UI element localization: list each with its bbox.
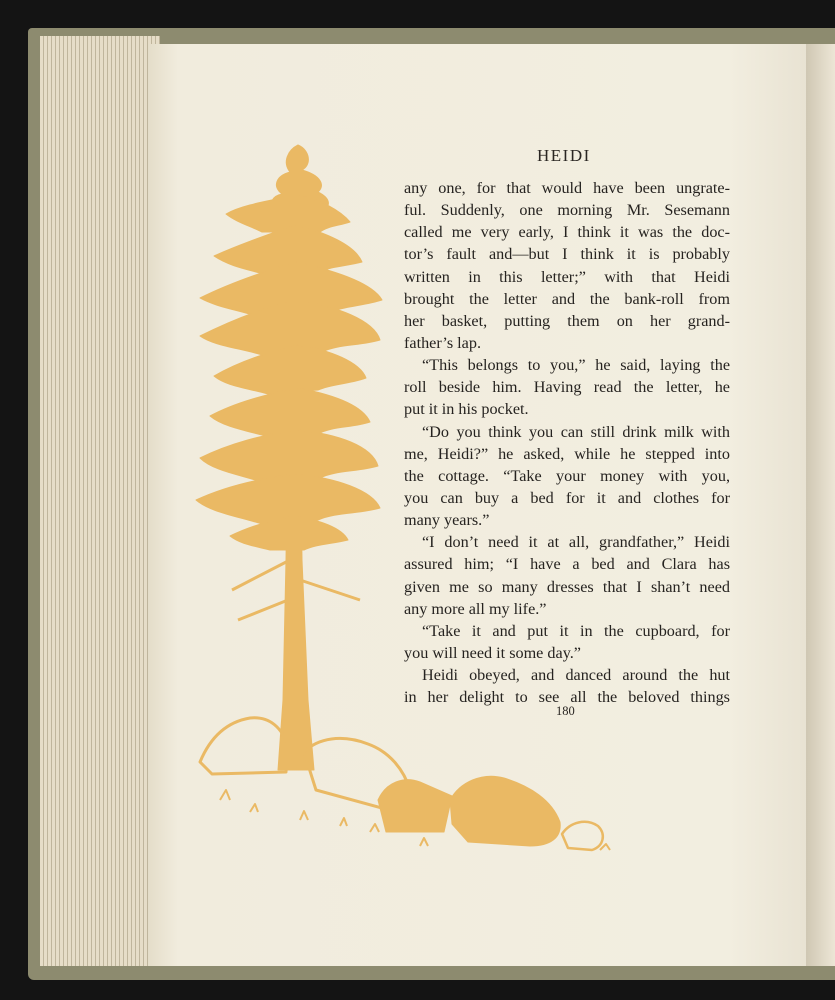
text-line: put it in his pocket. bbox=[404, 400, 529, 419]
text-line: given me so many dresses that I shan’t need bbox=[404, 577, 730, 596]
text-line: me, Heidi?” he asked, while he stepped into bbox=[404, 444, 730, 463]
text-line: “Do you think you can still drink milk with bbox=[422, 422, 730, 441]
text-line: any more all my life.” bbox=[404, 599, 547, 618]
text-line: any one, for that would have been ungrate- bbox=[404, 179, 730, 197]
text-line: roll beside him. Having read the letter, he bbox=[404, 378, 730, 397]
page-number: 180 bbox=[556, 704, 575, 718]
text-line: ful. Suddenly, one morning Mr. Sesemann bbox=[404, 201, 730, 220]
text-line: tor’s fault and—but I think it is probably bbox=[404, 245, 730, 264]
text-line: written in this letter;” with that Heidi bbox=[404, 267, 730, 286]
text-line: father’s lap. bbox=[404, 333, 482, 352]
text-line: called me very early, I think it was the doc- bbox=[404, 223, 730, 242]
text-line: the cottage. “Take your money with you, bbox=[404, 466, 730, 485]
text-line: many years.” bbox=[404, 511, 490, 530]
body-text bbox=[404, 177, 730, 708]
running-head: HEIDI bbox=[537, 146, 591, 165]
text-line: brought the letter and the bank-roll from bbox=[404, 289, 730, 308]
text-line: “Take it and put it in the cupboard, for bbox=[422, 621, 730, 640]
text-line: “I don’t need it at all, grandfather,” Heidi bbox=[422, 533, 730, 552]
text-line: Heidi obeyed, and danced around the hut bbox=[422, 666, 730, 685]
text-line: in her delight to see all the beloved things bbox=[404, 688, 730, 707]
text-line: assured him; “I have a bed and Clara has bbox=[404, 555, 730, 574]
text-line: you can buy a bed for it and clothes for bbox=[404, 488, 730, 507]
text-line: “This belongs to you,” he said, laying the bbox=[422, 356, 730, 375]
text-line: her basket, putting them on her grand- bbox=[404, 311, 730, 330]
text-line: you will need it some day.” bbox=[404, 643, 581, 662]
